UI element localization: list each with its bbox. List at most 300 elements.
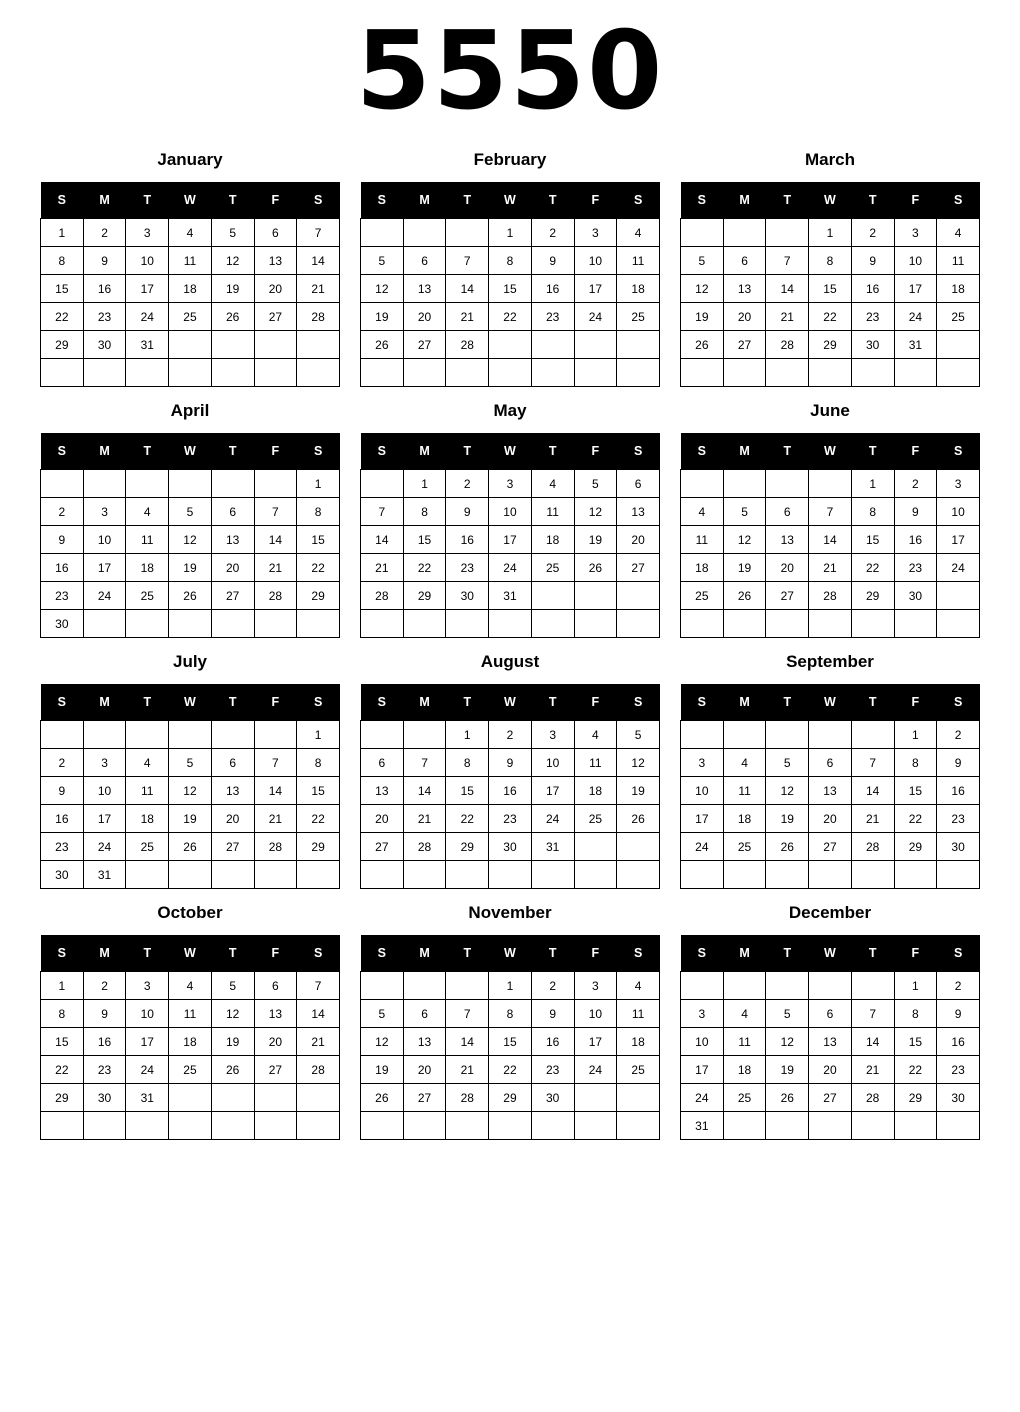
day-cell[interactable]: 11 bbox=[531, 498, 574, 526]
day-cell[interactable]: 28 bbox=[254, 833, 297, 861]
day-cell[interactable]: 12 bbox=[723, 526, 766, 554]
day-cell[interactable]: 20 bbox=[809, 1056, 852, 1084]
day-cell[interactable]: 14 bbox=[809, 526, 852, 554]
day-cell[interactable]: 7 bbox=[297, 219, 340, 247]
day-cell[interactable]: 18 bbox=[574, 777, 617, 805]
day-cell[interactable]: 26 bbox=[617, 805, 660, 833]
day-cell[interactable]: 18 bbox=[126, 554, 169, 582]
day-cell[interactable]: 2 bbox=[937, 972, 980, 1000]
day-cell[interactable]: 11 bbox=[169, 1000, 212, 1028]
day-cell[interactable]: 26 bbox=[169, 582, 212, 610]
day-cell[interactable]: 17 bbox=[126, 275, 169, 303]
day-cell[interactable]: 1 bbox=[894, 721, 937, 749]
day-cell[interactable]: 29 bbox=[809, 331, 852, 359]
day-cell[interactable]: 8 bbox=[297, 498, 340, 526]
day-cell[interactable]: 5 bbox=[617, 721, 660, 749]
day-cell[interactable]: 8 bbox=[894, 749, 937, 777]
day-cell[interactable]: 31 bbox=[531, 833, 574, 861]
day-cell[interactable]: 25 bbox=[681, 582, 724, 610]
day-cell[interactable]: 23 bbox=[83, 303, 126, 331]
day-cell[interactable]: 22 bbox=[446, 805, 489, 833]
day-cell[interactable]: 16 bbox=[937, 777, 980, 805]
day-cell[interactable]: 3 bbox=[937, 470, 980, 498]
day-cell[interactable]: 30 bbox=[83, 331, 126, 359]
day-cell[interactable]: 10 bbox=[83, 526, 126, 554]
day-cell[interactable]: 2 bbox=[937, 721, 980, 749]
day-cell[interactable]: 6 bbox=[617, 470, 660, 498]
day-cell[interactable]: 19 bbox=[361, 303, 404, 331]
day-cell[interactable]: 1 bbox=[446, 721, 489, 749]
day-cell[interactable]: 22 bbox=[297, 554, 340, 582]
day-cell[interactable]: 27 bbox=[254, 1056, 297, 1084]
day-cell[interactable]: 30 bbox=[851, 331, 894, 359]
day-cell[interactable]: 18 bbox=[723, 805, 766, 833]
day-cell[interactable]: 8 bbox=[41, 1000, 84, 1028]
day-cell[interactable]: 7 bbox=[446, 247, 489, 275]
day-cell[interactable]: 15 bbox=[41, 275, 84, 303]
day-cell[interactable]: 19 bbox=[766, 805, 809, 833]
day-cell[interactable]: 11 bbox=[617, 247, 660, 275]
day-cell[interactable]: 5 bbox=[361, 1000, 404, 1028]
day-cell[interactable]: 14 bbox=[361, 526, 404, 554]
day-cell[interactable]: 23 bbox=[489, 805, 532, 833]
day-cell[interactable]: 7 bbox=[403, 749, 446, 777]
day-cell[interactable]: 30 bbox=[531, 1084, 574, 1112]
day-cell[interactable]: 10 bbox=[574, 247, 617, 275]
day-cell[interactable]: 17 bbox=[83, 805, 126, 833]
day-cell[interactable]: 7 bbox=[254, 749, 297, 777]
day-cell[interactable]: 22 bbox=[41, 303, 84, 331]
day-cell[interactable]: 25 bbox=[617, 303, 660, 331]
day-cell[interactable]: 20 bbox=[254, 275, 297, 303]
day-cell[interactable]: 23 bbox=[83, 1056, 126, 1084]
day-cell[interactable]: 24 bbox=[681, 1084, 724, 1112]
day-cell[interactable]: 13 bbox=[403, 275, 446, 303]
day-cell[interactable]: 14 bbox=[297, 1000, 340, 1028]
day-cell[interactable]: 3 bbox=[83, 498, 126, 526]
day-cell[interactable]: 8 bbox=[489, 1000, 532, 1028]
day-cell[interactable]: 20 bbox=[403, 303, 446, 331]
day-cell[interactable]: 18 bbox=[937, 275, 980, 303]
day-cell[interactable]: 13 bbox=[617, 498, 660, 526]
day-cell[interactable]: 14 bbox=[254, 777, 297, 805]
day-cell[interactable]: 28 bbox=[809, 582, 852, 610]
day-cell[interactable]: 6 bbox=[723, 247, 766, 275]
day-cell[interactable]: 4 bbox=[681, 498, 724, 526]
day-cell[interactable]: 5 bbox=[169, 749, 212, 777]
day-cell[interactable]: 15 bbox=[489, 275, 532, 303]
day-cell[interactable]: 15 bbox=[297, 777, 340, 805]
day-cell[interactable]: 16 bbox=[531, 275, 574, 303]
day-cell[interactable]: 31 bbox=[681, 1112, 724, 1140]
day-cell[interactable]: 7 bbox=[361, 498, 404, 526]
day-cell[interactable]: 21 bbox=[851, 805, 894, 833]
day-cell[interactable]: 4 bbox=[126, 498, 169, 526]
day-cell[interactable]: 23 bbox=[41, 833, 84, 861]
day-cell[interactable]: 29 bbox=[41, 331, 84, 359]
day-cell[interactable]: 11 bbox=[723, 777, 766, 805]
day-cell[interactable]: 22 bbox=[809, 303, 852, 331]
day-cell[interactable]: 17 bbox=[126, 1028, 169, 1056]
day-cell[interactable]: 22 bbox=[894, 1056, 937, 1084]
day-cell[interactable]: 10 bbox=[894, 247, 937, 275]
day-cell[interactable]: 30 bbox=[41, 861, 84, 889]
day-cell[interactable]: 23 bbox=[851, 303, 894, 331]
day-cell[interactable]: 27 bbox=[617, 554, 660, 582]
day-cell[interactable]: 21 bbox=[446, 303, 489, 331]
day-cell[interactable]: 7 bbox=[297, 972, 340, 1000]
day-cell[interactable]: 12 bbox=[574, 498, 617, 526]
day-cell[interactable]: 5 bbox=[766, 749, 809, 777]
day-cell[interactable]: 26 bbox=[766, 1084, 809, 1112]
day-cell[interactable]: 14 bbox=[446, 275, 489, 303]
day-cell[interactable]: 5 bbox=[574, 470, 617, 498]
day-cell[interactable]: 28 bbox=[361, 582, 404, 610]
day-cell[interactable]: 24 bbox=[489, 554, 532, 582]
day-cell[interactable]: 2 bbox=[83, 219, 126, 247]
day-cell[interactable]: 5 bbox=[211, 219, 254, 247]
day-cell[interactable]: 13 bbox=[809, 777, 852, 805]
day-cell[interactable]: 5 bbox=[766, 1000, 809, 1028]
day-cell[interactable]: 12 bbox=[211, 1000, 254, 1028]
day-cell[interactable]: 3 bbox=[126, 972, 169, 1000]
day-cell[interactable]: 14 bbox=[297, 247, 340, 275]
day-cell[interactable]: 1 bbox=[489, 219, 532, 247]
day-cell[interactable]: 29 bbox=[41, 1084, 84, 1112]
day-cell[interactable]: 6 bbox=[361, 749, 404, 777]
day-cell[interactable]: 26 bbox=[361, 1084, 404, 1112]
day-cell[interactable]: 15 bbox=[809, 275, 852, 303]
day-cell[interactable]: 3 bbox=[681, 1000, 724, 1028]
day-cell[interactable]: 12 bbox=[766, 777, 809, 805]
day-cell[interactable]: 29 bbox=[894, 1084, 937, 1112]
day-cell[interactable]: 28 bbox=[403, 833, 446, 861]
day-cell[interactable]: 21 bbox=[851, 1056, 894, 1084]
day-cell[interactable]: 17 bbox=[489, 526, 532, 554]
day-cell[interactable]: 16 bbox=[41, 554, 84, 582]
day-cell[interactable]: 31 bbox=[126, 331, 169, 359]
day-cell[interactable]: 19 bbox=[169, 805, 212, 833]
day-cell[interactable]: 20 bbox=[403, 1056, 446, 1084]
day-cell[interactable]: 20 bbox=[617, 526, 660, 554]
day-cell[interactable]: 25 bbox=[126, 833, 169, 861]
day-cell[interactable]: 16 bbox=[41, 805, 84, 833]
day-cell[interactable]: 30 bbox=[489, 833, 532, 861]
day-cell[interactable]: 31 bbox=[126, 1084, 169, 1112]
day-cell[interactable]: 16 bbox=[83, 1028, 126, 1056]
day-cell[interactable]: 18 bbox=[617, 1028, 660, 1056]
day-cell[interactable]: 27 bbox=[809, 1084, 852, 1112]
day-cell[interactable]: 25 bbox=[126, 582, 169, 610]
day-cell[interactable]: 16 bbox=[851, 275, 894, 303]
day-cell[interactable]: 25 bbox=[937, 303, 980, 331]
day-cell[interactable]: 4 bbox=[723, 749, 766, 777]
day-cell[interactable]: 24 bbox=[937, 554, 980, 582]
day-cell[interactable]: 5 bbox=[361, 247, 404, 275]
day-cell[interactable]: 5 bbox=[211, 972, 254, 1000]
day-cell[interactable]: 16 bbox=[894, 526, 937, 554]
day-cell[interactable]: 25 bbox=[617, 1056, 660, 1084]
day-cell[interactable]: 23 bbox=[446, 554, 489, 582]
day-cell[interactable]: 13 bbox=[403, 1028, 446, 1056]
day-cell[interactable]: 11 bbox=[169, 247, 212, 275]
day-cell[interactable]: 26 bbox=[723, 582, 766, 610]
day-cell[interactable]: 12 bbox=[617, 749, 660, 777]
day-cell[interactable]: 8 bbox=[894, 1000, 937, 1028]
day-cell[interactable]: 29 bbox=[894, 833, 937, 861]
day-cell[interactable]: 27 bbox=[361, 833, 404, 861]
day-cell[interactable]: 12 bbox=[169, 777, 212, 805]
day-cell[interactable]: 11 bbox=[681, 526, 724, 554]
day-cell[interactable]: 3 bbox=[894, 219, 937, 247]
day-cell[interactable]: 19 bbox=[766, 1056, 809, 1084]
day-cell[interactable]: 4 bbox=[574, 721, 617, 749]
day-cell[interactable]: 11 bbox=[126, 526, 169, 554]
day-cell[interactable]: 20 bbox=[766, 554, 809, 582]
day-cell[interactable]: 7 bbox=[851, 1000, 894, 1028]
day-cell[interactable]: 19 bbox=[723, 554, 766, 582]
day-cell[interactable]: 29 bbox=[851, 582, 894, 610]
day-cell[interactable]: 3 bbox=[681, 749, 724, 777]
day-cell[interactable]: 20 bbox=[211, 554, 254, 582]
day-cell[interactable]: 9 bbox=[851, 247, 894, 275]
day-cell[interactable]: 20 bbox=[809, 805, 852, 833]
day-cell[interactable]: 20 bbox=[211, 805, 254, 833]
day-cell[interactable]: 9 bbox=[489, 749, 532, 777]
day-cell[interactable]: 1 bbox=[41, 219, 84, 247]
day-cell[interactable]: 19 bbox=[169, 554, 212, 582]
day-cell[interactable]: 4 bbox=[531, 470, 574, 498]
day-cell[interactable]: 4 bbox=[617, 219, 660, 247]
day-cell[interactable]: 25 bbox=[723, 833, 766, 861]
day-cell[interactable]: 16 bbox=[937, 1028, 980, 1056]
day-cell[interactable]: 4 bbox=[169, 972, 212, 1000]
day-cell[interactable]: 20 bbox=[361, 805, 404, 833]
day-cell[interactable]: 6 bbox=[403, 1000, 446, 1028]
day-cell[interactable]: 17 bbox=[574, 275, 617, 303]
day-cell[interactable]: 22 bbox=[894, 805, 937, 833]
day-cell[interactable]: 1 bbox=[809, 219, 852, 247]
day-cell[interactable]: 1 bbox=[403, 470, 446, 498]
day-cell[interactable]: 12 bbox=[361, 275, 404, 303]
day-cell[interactable]: 30 bbox=[83, 1084, 126, 1112]
day-cell[interactable]: 10 bbox=[681, 1028, 724, 1056]
day-cell[interactable]: 2 bbox=[446, 470, 489, 498]
day-cell[interactable]: 22 bbox=[41, 1056, 84, 1084]
day-cell[interactable]: 30 bbox=[894, 582, 937, 610]
day-cell[interactable]: 31 bbox=[489, 582, 532, 610]
day-cell[interactable]: 17 bbox=[681, 1056, 724, 1084]
day-cell[interactable]: 14 bbox=[254, 526, 297, 554]
day-cell[interactable]: 24 bbox=[574, 303, 617, 331]
day-cell[interactable]: 7 bbox=[254, 498, 297, 526]
day-cell[interactable]: 2 bbox=[531, 972, 574, 1000]
day-cell[interactable]: 25 bbox=[723, 1084, 766, 1112]
day-cell[interactable]: 4 bbox=[723, 1000, 766, 1028]
day-cell[interactable]: 4 bbox=[169, 219, 212, 247]
day-cell[interactable]: 9 bbox=[83, 247, 126, 275]
day-cell[interactable]: 25 bbox=[169, 1056, 212, 1084]
day-cell[interactable]: 8 bbox=[489, 247, 532, 275]
day-cell[interactable]: 21 bbox=[297, 275, 340, 303]
day-cell[interactable]: 23 bbox=[937, 805, 980, 833]
day-cell[interactable]: 15 bbox=[851, 526, 894, 554]
day-cell[interactable]: 5 bbox=[681, 247, 724, 275]
day-cell[interactable]: 1 bbox=[894, 972, 937, 1000]
day-cell[interactable]: 26 bbox=[211, 1056, 254, 1084]
day-cell[interactable]: 23 bbox=[531, 303, 574, 331]
day-cell[interactable]: 16 bbox=[83, 275, 126, 303]
day-cell[interactable]: 21 bbox=[766, 303, 809, 331]
day-cell[interactable]: 14 bbox=[851, 1028, 894, 1056]
day-cell[interactable]: 10 bbox=[531, 749, 574, 777]
day-cell[interactable]: 1 bbox=[41, 972, 84, 1000]
day-cell[interactable]: 21 bbox=[254, 805, 297, 833]
day-cell[interactable]: 24 bbox=[83, 582, 126, 610]
day-cell[interactable]: 6 bbox=[254, 972, 297, 1000]
day-cell[interactable]: 22 bbox=[403, 554, 446, 582]
day-cell[interactable]: 4 bbox=[937, 219, 980, 247]
day-cell[interactable]: 16 bbox=[446, 526, 489, 554]
day-cell[interactable]: 17 bbox=[531, 777, 574, 805]
day-cell[interactable]: 4 bbox=[617, 972, 660, 1000]
day-cell[interactable]: 23 bbox=[41, 582, 84, 610]
day-cell[interactable]: 6 bbox=[403, 247, 446, 275]
day-cell[interactable]: 3 bbox=[126, 219, 169, 247]
day-cell[interactable]: 16 bbox=[489, 777, 532, 805]
day-cell[interactable]: 25 bbox=[169, 303, 212, 331]
day-cell[interactable]: 8 bbox=[809, 247, 852, 275]
day-cell[interactable]: 7 bbox=[766, 247, 809, 275]
day-cell[interactable]: 1 bbox=[297, 470, 340, 498]
day-cell[interactable]: 25 bbox=[574, 805, 617, 833]
day-cell[interactable]: 27 bbox=[403, 331, 446, 359]
day-cell[interactable]: 15 bbox=[894, 777, 937, 805]
day-cell[interactable]: 13 bbox=[254, 247, 297, 275]
day-cell[interactable]: 20 bbox=[723, 303, 766, 331]
day-cell[interactable]: 2 bbox=[41, 498, 84, 526]
day-cell[interactable]: 23 bbox=[894, 554, 937, 582]
day-cell[interactable]: 10 bbox=[574, 1000, 617, 1028]
day-cell[interactable]: 13 bbox=[361, 777, 404, 805]
day-cell[interactable]: 26 bbox=[211, 303, 254, 331]
day-cell[interactable]: 19 bbox=[361, 1056, 404, 1084]
day-cell[interactable]: 11 bbox=[617, 1000, 660, 1028]
day-cell[interactable]: 13 bbox=[211, 777, 254, 805]
day-cell[interactable]: 22 bbox=[851, 554, 894, 582]
day-cell[interactable]: 19 bbox=[574, 526, 617, 554]
day-cell[interactable]: 28 bbox=[851, 833, 894, 861]
day-cell[interactable]: 9 bbox=[446, 498, 489, 526]
day-cell[interactable]: 10 bbox=[681, 777, 724, 805]
day-cell[interactable]: 6 bbox=[254, 219, 297, 247]
day-cell[interactable]: 9 bbox=[83, 1000, 126, 1028]
day-cell[interactable]: 21 bbox=[254, 554, 297, 582]
day-cell[interactable]: 9 bbox=[531, 247, 574, 275]
day-cell[interactable]: 27 bbox=[809, 833, 852, 861]
day-cell[interactable]: 29 bbox=[297, 833, 340, 861]
day-cell[interactable]: 22 bbox=[489, 1056, 532, 1084]
day-cell[interactable]: 13 bbox=[254, 1000, 297, 1028]
day-cell[interactable]: 6 bbox=[809, 749, 852, 777]
day-cell[interactable]: 9 bbox=[41, 526, 84, 554]
day-cell[interactable]: 12 bbox=[361, 1028, 404, 1056]
day-cell[interactable]: 6 bbox=[211, 749, 254, 777]
day-cell[interactable]: 24 bbox=[126, 1056, 169, 1084]
day-cell[interactable]: 12 bbox=[169, 526, 212, 554]
day-cell[interactable]: 26 bbox=[766, 833, 809, 861]
day-cell[interactable]: 30 bbox=[937, 833, 980, 861]
day-cell[interactable]: 27 bbox=[254, 303, 297, 331]
day-cell[interactable]: 8 bbox=[403, 498, 446, 526]
day-cell[interactable]: 18 bbox=[169, 275, 212, 303]
day-cell[interactable]: 26 bbox=[169, 833, 212, 861]
day-cell[interactable]: 11 bbox=[574, 749, 617, 777]
day-cell[interactable]: 17 bbox=[681, 805, 724, 833]
day-cell[interactable]: 9 bbox=[531, 1000, 574, 1028]
day-cell[interactable]: 30 bbox=[937, 1084, 980, 1112]
day-cell[interactable]: 18 bbox=[681, 554, 724, 582]
day-cell[interactable]: 21 bbox=[809, 554, 852, 582]
day-cell[interactable]: 8 bbox=[297, 749, 340, 777]
day-cell[interactable]: 30 bbox=[41, 610, 84, 638]
day-cell[interactable]: 21 bbox=[446, 1056, 489, 1084]
day-cell[interactable]: 24 bbox=[681, 833, 724, 861]
day-cell[interactable]: 13 bbox=[723, 275, 766, 303]
day-cell[interactable]: 15 bbox=[489, 1028, 532, 1056]
day-cell[interactable]: 15 bbox=[403, 526, 446, 554]
day-cell[interactable]: 10 bbox=[126, 247, 169, 275]
day-cell[interactable]: 27 bbox=[211, 833, 254, 861]
day-cell[interactable]: 19 bbox=[681, 303, 724, 331]
day-cell[interactable]: 14 bbox=[851, 777, 894, 805]
day-cell[interactable]: 24 bbox=[574, 1056, 617, 1084]
day-cell[interactable]: 10 bbox=[83, 777, 126, 805]
day-cell[interactable]: 29 bbox=[489, 1084, 532, 1112]
day-cell[interactable]: 17 bbox=[894, 275, 937, 303]
day-cell[interactable]: 28 bbox=[446, 331, 489, 359]
day-cell[interactable]: 17 bbox=[83, 554, 126, 582]
day-cell[interactable]: 10 bbox=[126, 1000, 169, 1028]
day-cell[interactable]: 15 bbox=[446, 777, 489, 805]
day-cell[interactable]: 2 bbox=[41, 749, 84, 777]
day-cell[interactable]: 24 bbox=[83, 833, 126, 861]
day-cell[interactable]: 7 bbox=[851, 749, 894, 777]
day-cell[interactable]: 10 bbox=[937, 498, 980, 526]
day-cell[interactable]: 27 bbox=[403, 1084, 446, 1112]
day-cell[interactable]: 18 bbox=[531, 526, 574, 554]
day-cell[interactable]: 21 bbox=[403, 805, 446, 833]
day-cell[interactable]: 27 bbox=[211, 582, 254, 610]
day-cell[interactable]: 6 bbox=[211, 498, 254, 526]
day-cell[interactable]: 14 bbox=[403, 777, 446, 805]
day-cell[interactable]: 8 bbox=[446, 749, 489, 777]
day-cell[interactable]: 22 bbox=[297, 805, 340, 833]
day-cell[interactable]: 31 bbox=[894, 331, 937, 359]
day-cell[interactable]: 9 bbox=[41, 777, 84, 805]
day-cell[interactable]: 21 bbox=[361, 554, 404, 582]
day-cell[interactable]: 26 bbox=[574, 554, 617, 582]
day-cell[interactable]: 23 bbox=[531, 1056, 574, 1084]
day-cell[interactable]: 11 bbox=[126, 777, 169, 805]
day-cell[interactable]: 26 bbox=[681, 331, 724, 359]
day-cell[interactable]: 9 bbox=[937, 749, 980, 777]
day-cell[interactable]: 24 bbox=[126, 303, 169, 331]
day-cell[interactable]: 24 bbox=[894, 303, 937, 331]
day-cell[interactable]: 6 bbox=[766, 498, 809, 526]
day-cell[interactable]: 8 bbox=[851, 498, 894, 526]
day-cell[interactable]: 3 bbox=[574, 972, 617, 1000]
